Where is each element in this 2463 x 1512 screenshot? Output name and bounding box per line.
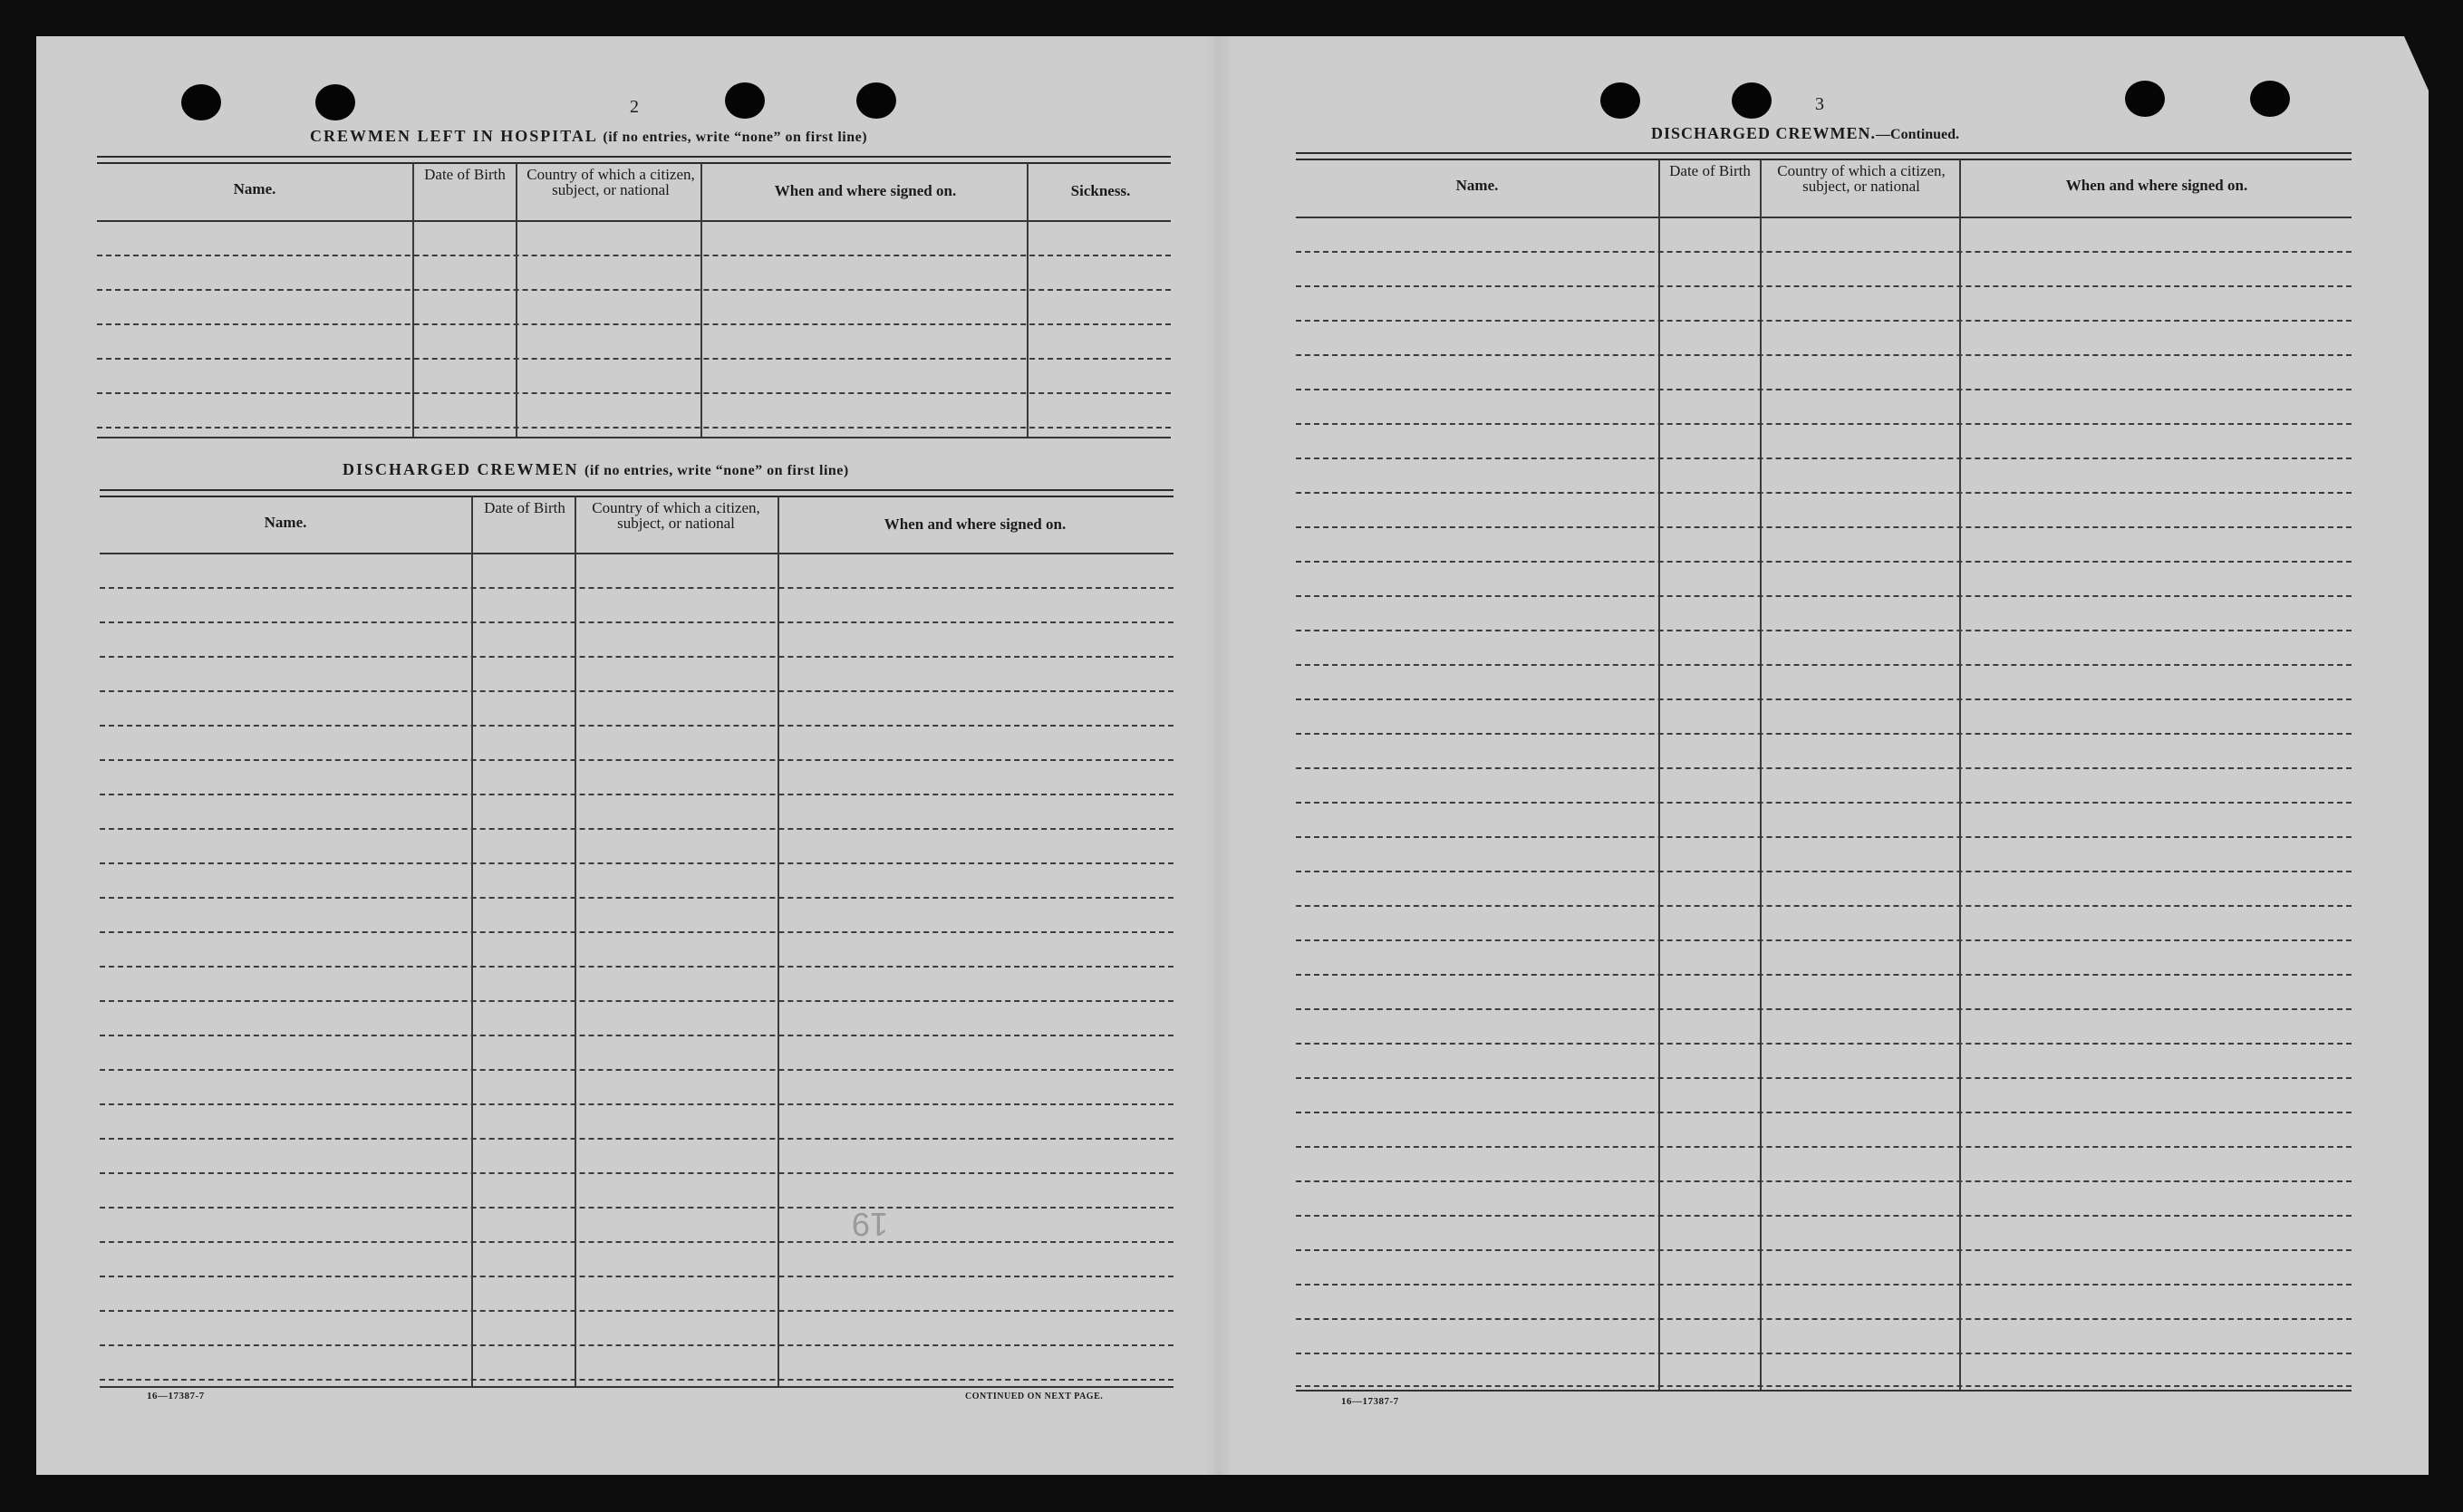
entry-line	[100, 725, 1174, 727]
entry-line	[100, 1172, 1174, 1174]
entry-line	[1296, 1318, 2352, 1320]
entry-lines	[100, 553, 1174, 1388]
column-header-signed-on: When and where signed on.	[2065, 177, 2248, 194]
discharged-section-title: DISCHARGED CREWMEN (if no entries, write “none” on first line)	[343, 460, 849, 478]
continued-note: CONTINUED ON NEXT PAGE.	[965, 1392, 1104, 1401]
punch-hole	[2125, 81, 2165, 117]
entry-line	[97, 323, 1171, 325]
entry-line	[100, 828, 1174, 830]
entry-lines	[97, 220, 1171, 438]
table-top-rule	[1296, 152, 2352, 160]
punch-hole	[2250, 81, 2290, 117]
punch-hole	[181, 84, 221, 120]
entry-line	[1296, 939, 2352, 941]
punch-hole	[856, 82, 896, 119]
entry-line	[1296, 1008, 2352, 1010]
entry-line	[1296, 320, 2352, 322]
entry-line	[1296, 526, 2352, 528]
entry-line	[1296, 733, 2352, 735]
entry-line	[1296, 905, 2352, 907]
entry-line	[1296, 285, 2352, 287]
entry-line	[1296, 1353, 2352, 1354]
entry-line	[100, 621, 1174, 623]
column-header-signed-on: When and where signed on.	[774, 182, 957, 199]
entry-line	[1296, 836, 2352, 838]
entry-line	[97, 358, 1171, 360]
column-header-country: Country of which a citizen, subject, or national	[526, 166, 695, 198]
entry-line	[1296, 389, 2352, 390]
page-number: 3	[1815, 94, 1824, 114]
faint-stamp-number: 19	[852, 1206, 889, 1243]
entry-line	[100, 1138, 1174, 1140]
entry-line	[100, 1103, 1174, 1105]
discharged-table	[100, 489, 1174, 1388]
entry-line	[1296, 423, 2352, 425]
entry-lines	[1296, 217, 2352, 1391]
entry-line	[97, 289, 1171, 291]
entry-line	[100, 794, 1174, 795]
entry-line	[100, 656, 1174, 658]
entry-line	[1296, 1043, 2352, 1045]
column-header-name: Name.	[1455, 177, 1499, 194]
column-header-name: Name.	[264, 514, 307, 531]
column-header-signed-on: When and where signed on.	[884, 515, 1067, 533]
table-bottom-rule	[97, 437, 1171, 438]
column-header-name: Name.	[233, 180, 276, 197]
punch-hole	[725, 82, 765, 119]
entry-line	[1296, 1385, 2352, 1387]
entry-line	[1296, 1077, 2352, 1079]
entry-line	[1296, 595, 2352, 597]
table-bottom-rule	[100, 1386, 1174, 1388]
punch-hole	[1732, 82, 1772, 119]
entry-line	[1296, 974, 2352, 976]
form-code: 16—17387-7	[147, 1391, 205, 1401]
entry-line	[100, 690, 1174, 692]
table-top-rule	[100, 489, 1174, 497]
entry-line	[1296, 561, 2352, 563]
column-header-date-of-birth: Date of Birth	[1669, 162, 1751, 179]
table-bottom-rule	[1296, 1390, 2352, 1392]
entry-line	[97, 392, 1171, 394]
entry-line	[1296, 1249, 2352, 1251]
entry-line	[1296, 802, 2352, 804]
discharged-continued-title: DISCHARGED CREWMEN.—Continued.	[1651, 124, 1960, 142]
form-code: 16—17387-7	[1341, 1396, 1399, 1407]
page-fold	[1205, 36, 1232, 1475]
entry-line	[1296, 457, 2352, 459]
table-top-rule	[97, 156, 1171, 164]
column-header-date-of-birth: Date of Birth	[424, 166, 506, 183]
entry-line	[100, 1035, 1174, 1036]
entry-line	[1296, 492, 2352, 494]
entry-line	[100, 1276, 1174, 1277]
entry-line	[100, 759, 1174, 761]
entry-line	[100, 897, 1174, 899]
entry-line	[100, 1310, 1174, 1312]
entry-line	[100, 931, 1174, 933]
punch-hole	[1600, 82, 1640, 119]
column-header-country: Country of which a citizen, subject, or national	[1777, 162, 1946, 195]
entry-line	[1296, 1180, 2352, 1182]
entry-line	[97, 427, 1171, 429]
entry-line	[1296, 354, 2352, 356]
entry-line	[1296, 1284, 2352, 1286]
entry-line	[100, 966, 1174, 968]
column-header-country: Country of which a citizen, subject, or national	[592, 499, 760, 532]
entry-line	[100, 587, 1174, 589]
entry-line	[1296, 1215, 2352, 1217]
punch-hole	[315, 84, 355, 120]
hospital-section-title: CREWMEN LEFT IN HOSPITAL (if no entries, write “none” on first line)	[310, 127, 868, 145]
column-header-sickness: Sickness.	[1070, 182, 1131, 199]
entry-line	[100, 1241, 1174, 1243]
entry-line	[1296, 1146, 2352, 1148]
entry-line	[100, 1344, 1174, 1346]
entry-line	[1296, 664, 2352, 666]
entry-line	[1296, 767, 2352, 769]
entry-line	[100, 862, 1174, 864]
column-header-date-of-birth: Date of Birth	[484, 499, 565, 516]
entry-line	[1296, 871, 2352, 872]
page-number: 2	[630, 97, 639, 117]
entry-line	[1296, 630, 2352, 631]
entry-line	[100, 1207, 1174, 1209]
entry-line	[100, 1000, 1174, 1002]
hospital-table	[97, 156, 1171, 438]
entry-line	[1296, 1112, 2352, 1113]
entry-line	[1296, 251, 2352, 253]
entry-line	[100, 1379, 1174, 1381]
entry-line	[100, 1069, 1174, 1071]
discharged-continued-table	[1296, 152, 2352, 1392]
entry-line	[97, 255, 1171, 256]
entry-line	[1296, 698, 2352, 700]
